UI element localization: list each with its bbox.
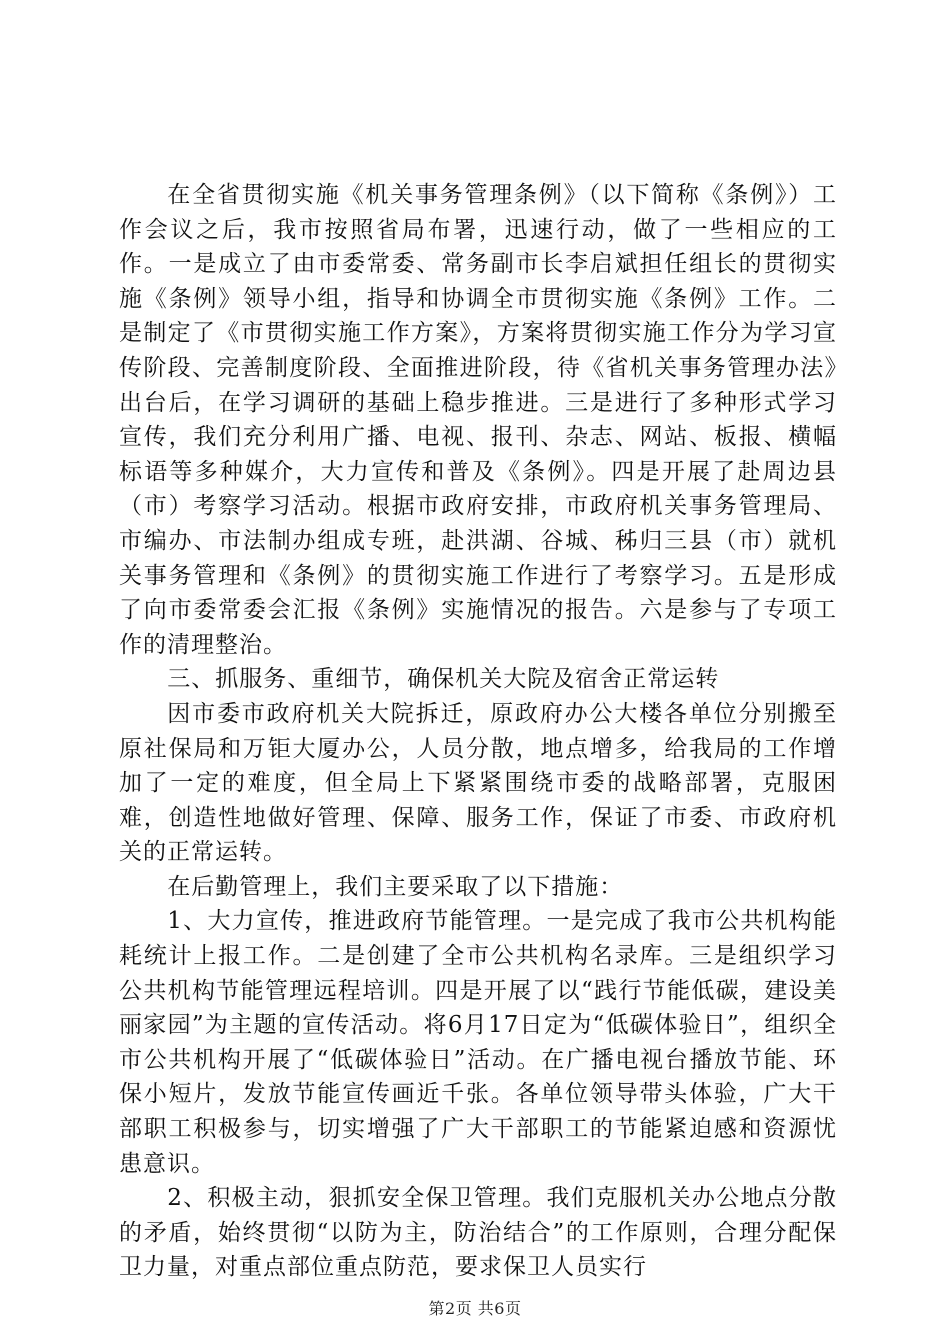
document-body (119, 178, 837, 1285)
section-heading-services: 三、抓服务、重细节，确保机关大院及宿舍正常运转 (167, 666, 720, 693)
paragraph-logistics-intro: 在后勤管理上，我们主要采取了以下措施： (167, 873, 624, 900)
paragraph-energy-saving: 1、大力宣传，推进政府节能管理。一是完成了我市公共机构能耗统计上报工作。二是创建了全市公共机构名录库。三是组织学习公共机构节能管理远程培训。四是开展了以“践行节能低碳，建设美丽家园”为主题的宣传活动。将6月17日定为“低碳体验日”，组织全市公共机构开展了“低碳体验日”活动。在广播电视台播放节能、环保小短片，发放节能宣传画近千张。各单位领导带头体验，广大干部职工积极参与，切实增强了广大干部职工的节能紧迫感和资源忧患意识。 (119, 908, 837, 1177)
page-number-footer: 第2页 共6页 (428, 1299, 522, 1318)
paragraph-regulation-implementation: 在全省贯彻实施《机关事务管理条例》（以下简称《条例》）工作会议之后，我市按照省局布署，迅速行动，做了一些相应的工作。一是成立了由市委常委、常务副市长李启斌担任组长的贯彻实施《条例》领导小组，指导和协调全市贯彻实施《条例》工作。二是制定了《市贯彻实施工作方案》，方案将贯彻实施工作分为学习宣传阶段、完善制度阶段、全面推进阶段，待《省机关事务管理办法》出台后，在学习调研的基础上稳步推进。三是进行了多种形式学习宣传，我们充分利用广播、电视、报刊、杂志、网站、板报、横幅标语等多种媒介，大力宣传和普及《条例》。四是开展了赴周边县（市）考察学习活动。根据市政府安排，市政府机关事务管理局、市编办、市法制办组成专班，赴洪湖、谷城、秭归三县（市）就机关事务管理和《条例》的贯彻实施工作进行了考察学习。五是形成了向市委常委会汇报《条例》实施情况的报告。六是参与了专项工作的清理整治。 (119, 182, 837, 658)
paragraph-relocation: 因市委市政府机关大院拆迁，原政府办公大楼各单位分别搬至原社保局和万钜大厦办公，人员分散，地点增多，给我局的工作增加了一定的难度，但全局上下紧紧围绕市委的战略部署，克服困难，创造性地做好管理、保障、服务工作，保证了市委、市政府机关的正常运转。 (119, 700, 837, 866)
paragraph-security: 2、积极主动，狠抓安全保卫管理。我们克服机关办公地点分散的矛盾，始终贯彻“以防为主，防治结合”的工作原则，合理分配保卫力量，对重点部位重点防范，要求保卫人员实行 (119, 1185, 837, 1281)
